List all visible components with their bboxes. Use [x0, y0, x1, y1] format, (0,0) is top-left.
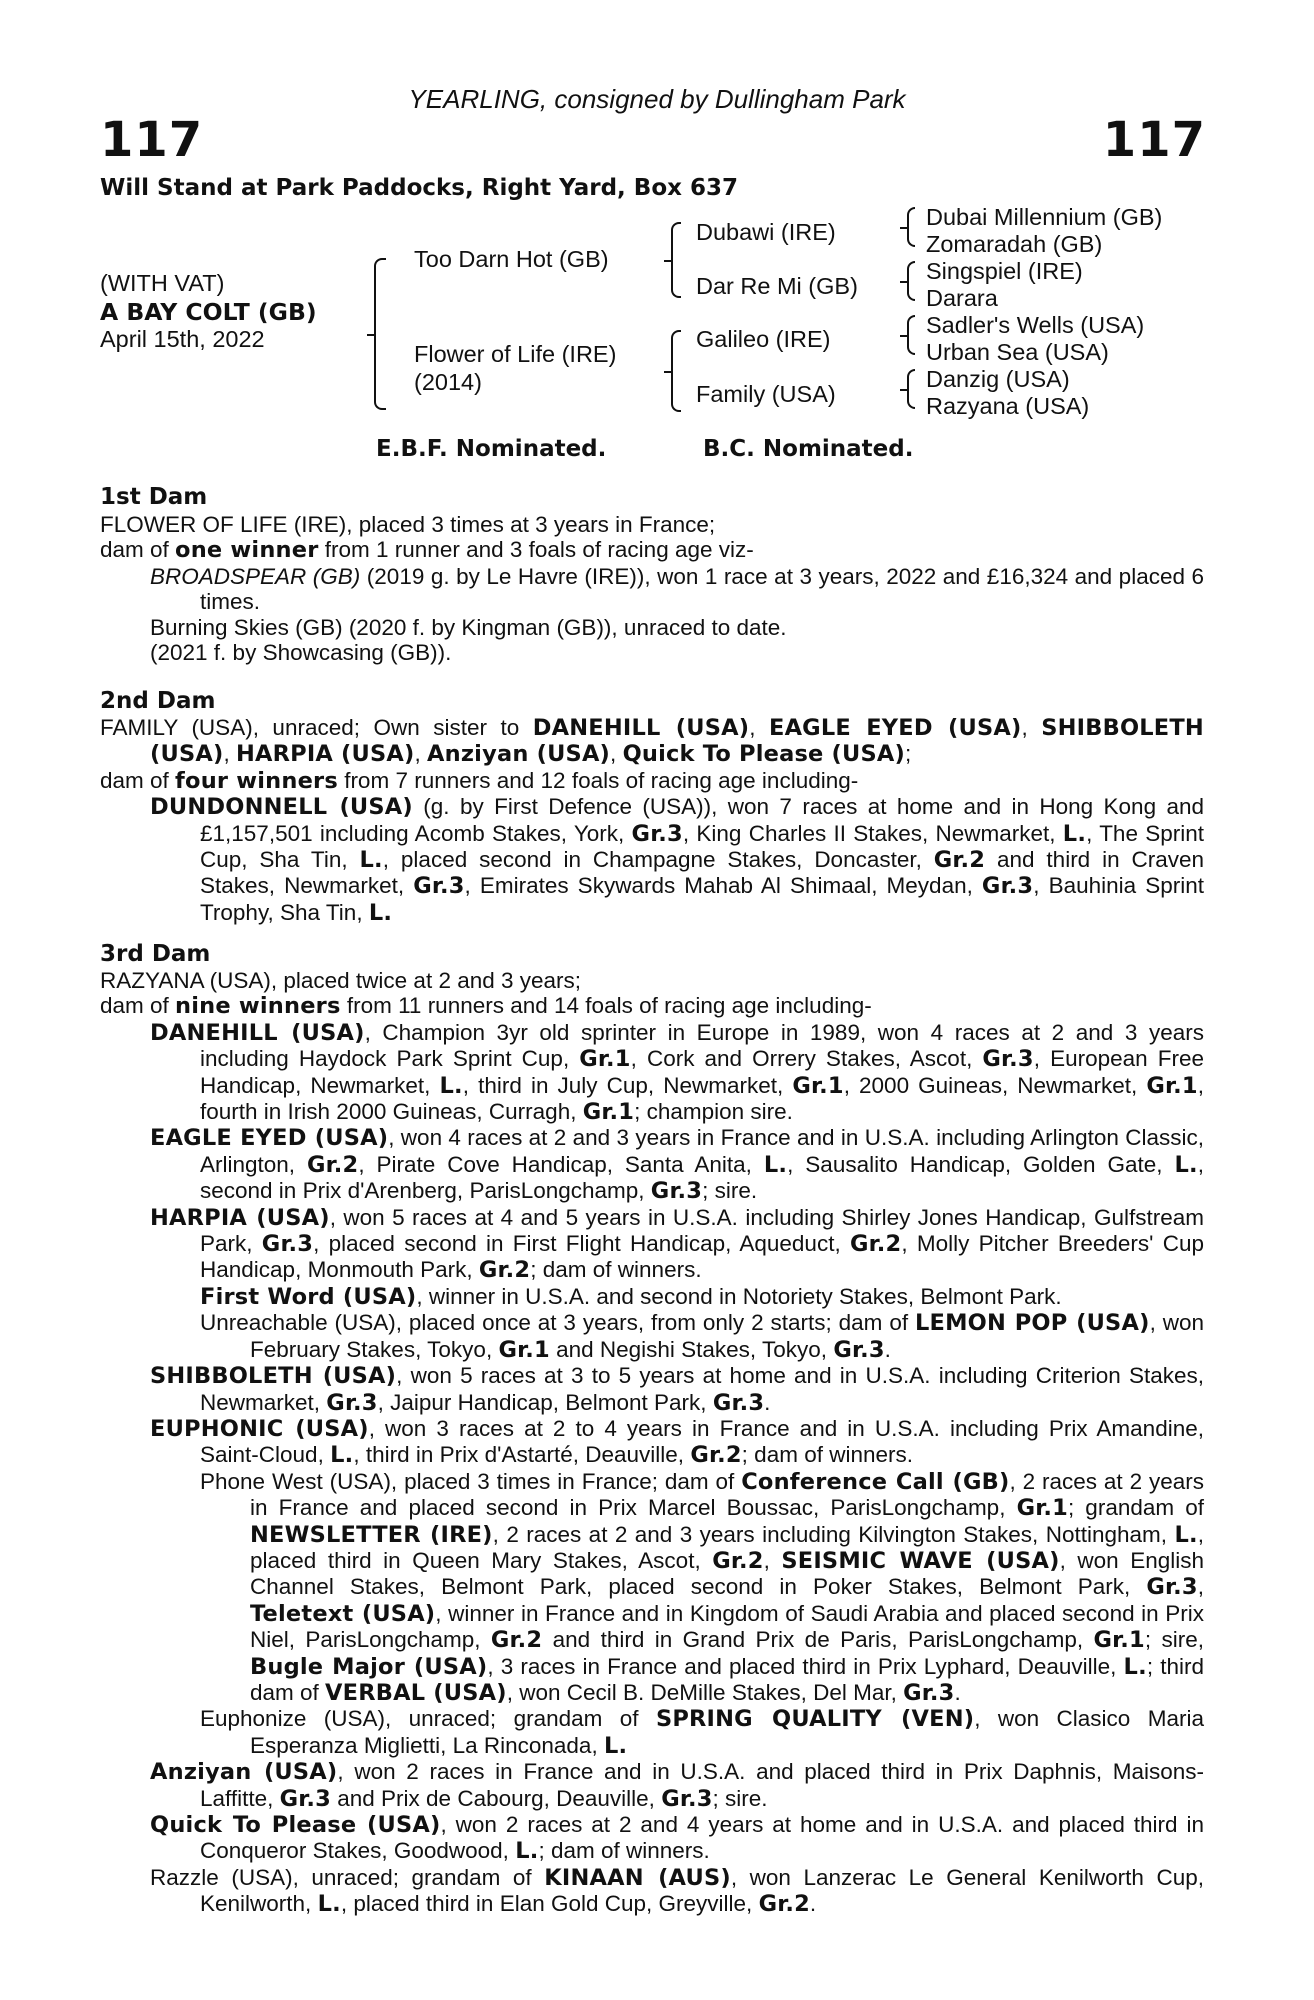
pedigree-brace-2a	[671, 222, 681, 298]
text-segment: ; sire.	[702, 1178, 758, 1204]
text-segment: ; sire,	[1144, 1627, 1204, 1653]
text-segment: SEISMIC WAVE (USA)	[781, 1547, 1060, 1574]
text-segment: , 2 races at 2 years in France and placed second in Prix Marcel Boussac, ParisLongchamp,	[250, 1468, 1204, 1521]
text-segment: Gr.2	[712, 1547, 764, 1574]
text-segment: , won 2 races at 2 and 4 years at home and in U.S.A. and placed third in Conqueror Stakes, Goodwood,	[200, 1812, 1204, 1864]
text-segment: Gr.3	[1146, 1574, 1198, 1601]
pedigree-brace-1	[374, 258, 386, 410]
ggp-2: Zomaradah (GB)	[926, 231, 1103, 257]
text-segment: Gr.3	[982, 1046, 1034, 1073]
text-segment: L.	[1174, 1521, 1198, 1548]
text-segment: ; dam of winners.	[530, 1257, 702, 1283]
produce-shibboleth	[100, 1363, 1204, 1416]
produce-quick-to-please	[100, 1812, 1204, 1865]
text-segment: Unreachable (USA), placed once at 3 years, from only 2 starts; dam of	[200, 1310, 915, 1336]
dam-dam: Family (USA)	[696, 381, 836, 407]
text-segment: Phone West (USA), placed 3 times in France; dam of	[200, 1468, 742, 1494]
text-segment: , won Cecil B. DeMille Stakes, Del Mar,	[506, 1679, 904, 1705]
produce-eagle-eyed	[100, 1125, 1204, 1204]
text-segment: , winner in U.S.A. and second in Notoriety Stakes, Belmont Park.	[416, 1283, 1062, 1309]
text-segment: ; third dam of	[250, 1653, 1204, 1705]
text-segment: EAGLE EYED (USA)	[150, 1125, 389, 1152]
text-segment: Gr.3	[833, 1336, 885, 1363]
sire: Too Darn Hot (GB)	[414, 246, 609, 272]
text-segment: Gr.2	[306, 1151, 359, 1178]
produce-burning-skies: Burning Skies (GB) (2020 f. by Kingman (GB)), unraced to date.	[150, 614, 787, 640]
third-dam-produce-summary: dam of nine winners from 11 runners and 14 foals of racing age including-	[100, 993, 872, 1020]
text-segment: Gr.3	[279, 1785, 331, 1812]
sire-dam: Dar Re Mi (GB)	[696, 273, 858, 299]
text-segment: Gr.3	[326, 1389, 378, 1416]
text-segment: ; dam of winners.	[538, 1838, 710, 1864]
text-segment: L.	[317, 1891, 341, 1918]
text-segment: ,	[1197, 1574, 1204, 1600]
pedigree-brace-3b	[907, 261, 915, 301]
text-segment: ; dam of winners.	[741, 1442, 913, 1468]
dam-year: (2014)	[414, 369, 482, 395]
text-segment: , Champion 3yr old sprinter in Europe in 1989, won 4 races at 2 and 3 years including Haydock Park Sprint Cup,	[200, 1019, 1204, 1072]
text-segment: VERBAL (USA)	[325, 1679, 507, 1706]
text-segment: ; champion sire.	[634, 1099, 793, 1125]
text-segment: Gr.2	[490, 1627, 543, 1654]
third-dam-line: RAZYANA (USA), placed twice at 2 and 3 years;	[100, 968, 582, 993]
text-segment: , won 2 races in France and in U.S.A. and placed third in Prix Daphnis, Maisons-Laffitte,	[200, 1759, 1205, 1811]
dam-sire: Galileo (IRE)	[696, 326, 831, 352]
text-segment: .	[764, 1389, 771, 1415]
text-segment: L.	[439, 1072, 463, 1099]
text-segment: , won Clasico Maria Esperanza Miglietti, La Rinconada,	[250, 1706, 1204, 1758]
text-segment: Gr.3	[903, 1679, 955, 1706]
bc-nomination: B.C. Nominated.	[703, 436, 914, 462]
text-segment: , won 4 races at 2 and 3 years in France and in U.S.A. including Arlington Classic, Arlington,	[200, 1125, 1204, 1177]
text-segment: Gr.1	[1016, 1495, 1068, 1522]
text-segment: Gr.1	[579, 1046, 631, 1073]
text-segment: Gr.1	[1146, 1072, 1198, 1099]
text-segment: Gr.2	[478, 1257, 531, 1284]
text-segment: L.	[763, 1151, 788, 1178]
text-segment: , 2000 Guineas, Newmarket,	[843, 1072, 1147, 1098]
produce-euphonic	[100, 1416, 1204, 1469]
ggp-5: Sadler's Wells (USA)	[926, 312, 1145, 338]
second-dam-line: FAMILY (USA), unraced; Own sister to DANEHILL (USA), EAGLE EYED (USA), SHIBBOLETH (USA), HARPIA (USA), Anziyan (USA), Quick To Please (USA);	[100, 715, 1204, 768]
produce-euphonize	[100, 1706, 1204, 1759]
third-dam-section	[100, 968, 1204, 1918]
produce-razzle	[100, 1865, 1204, 1918]
text-segment: SHIBBOLETH (USA)	[150, 1363, 397, 1390]
ggp-1: Dubai Millennium (GB)	[926, 204, 1163, 230]
text-segment: , Jaipur Handicap, Belmont Park,	[377, 1389, 713, 1415]
text-segment: First Word (USA)	[200, 1283, 417, 1310]
produce-dundonnell: DUNDONNELL (USA) (g. by First Defence (USA)), won 7 races at home and in Hong Kong and £1,157,501 including Acomb Stakes, York, Gr.3, King Charles II Stakes, Newmarket, L., The Sprint Cup, Sha Tin, L., placed second in Champagne Stakes, Doncaster, Gr.2 and third in Craven Stakes, Newmarket, Gr.3, Emirates Skywards Mahab Al Shimaal, Meydan, Gr.3, Bauhinia Sprint Trophy, Sha Tin, L.	[150, 794, 1205, 926]
text-segment: Gr.3	[712, 1389, 765, 1416]
sire-sire: Dubawi (IRE)	[696, 219, 836, 245]
text-segment: , 2 races at 2 and 3 years including Kilvington Stakes, Nottingham,	[492, 1521, 1175, 1547]
text-segment: L.	[330, 1442, 354, 1469]
text-segment: , Sausalito Handicap, Golden Gate,	[787, 1151, 1175, 1177]
pedigree-brace-3c	[907, 315, 915, 355]
text-segment: ; sire.	[712, 1785, 768, 1811]
text-segment: Gr.2	[758, 1891, 810, 1918]
text-segment: , second in Prix d'Arenberg, ParisLongchamp,	[200, 1151, 1204, 1204]
text-segment: Gr.1	[792, 1072, 844, 1099]
text-segment: ; grandam of	[1067, 1495, 1204, 1521]
produce-harpia	[100, 1205, 1204, 1284]
text-segment: HARPIA (USA)	[150, 1204, 330, 1231]
text-segment: NEWSLETTER (IRE)	[250, 1521, 493, 1548]
text-segment: KINAAN (AUS)	[544, 1864, 731, 1891]
produce-broadspear: BROADSPEAR (GB) (2019 g. by Le Havre (IRE)), won 1 race at 3 years, 2022 and £16,324 and placed 6 times.	[150, 563, 1204, 615]
text-segment: , winner in France and in Kingdom of Saudi Arabia and placed second in Prix Niel, ParisLongchamp,	[250, 1600, 1204, 1653]
text-segment: and Prix de Cabourg, Deauville,	[331, 1785, 662, 1811]
text-segment: and third in Grand Prix de Paris, ParisLongchamp,	[542, 1627, 1094, 1653]
foaling-date: April 15th, 2022	[100, 326, 265, 352]
produce-anziyan	[100, 1759, 1204, 1812]
text-segment: DANEHILL (USA)	[150, 1019, 365, 1046]
text-segment: Conference Call (GB)	[741, 1468, 1010, 1495]
text-segment: , won February Stakes, Tokyo,	[250, 1310, 1204, 1362]
text-segment: , 3 races in France and placed third in Prix Lyphard, Deauville,	[487, 1653, 1124, 1679]
text-segment: L.	[515, 1838, 539, 1865]
text-segment: , placed second in First Flight Handicap, Aqueduct,	[313, 1231, 850, 1257]
text-segment: .	[809, 1891, 817, 1917]
text-segment: .	[884, 1336, 891, 1362]
text-segment: Razzle (USA), unraced; grandam of	[150, 1864, 545, 1890]
text-segment: , placed third in Elan Gold Cup, Greyville,	[340, 1891, 759, 1917]
third-dam-heading: 3rd Dam	[100, 941, 211, 967]
text-segment: LEMON POP (USA)	[914, 1310, 1150, 1337]
text-segment: Gr.3	[661, 1785, 713, 1812]
first-dam-line: FLOWER OF LIFE (IRE), placed 3 times at 3 years in France;	[100, 512, 716, 537]
produce-danehill	[100, 1020, 1204, 1126]
second-dam-heading: 2nd Dam	[100, 688, 216, 714]
text-segment: ,	[763, 1547, 782, 1573]
first-dam-section	[100, 512, 1204, 665]
produce-2021-filly: (2021 f. by Showcasing (GB)).	[150, 640, 452, 666]
ggp-7: Danzig (USA)	[926, 366, 1070, 392]
ggp-6: Urban Sea (USA)	[926, 339, 1109, 365]
text-segment: Gr.3	[261, 1231, 314, 1258]
text-segment: Gr.1	[498, 1336, 550, 1363]
text-segment: L.	[1174, 1151, 1198, 1178]
text-segment: Anziyan (USA)	[150, 1759, 338, 1786]
pedigree-brace-3d	[907, 369, 915, 409]
text-segment: Gr.3	[650, 1178, 703, 1205]
text-segment: SPRING QUALITY (VEN)	[655, 1706, 975, 1733]
text-segment: Teletext (USA)	[250, 1600, 436, 1627]
text-segment: , Cork and Orrery Stakes, Ascot,	[630, 1046, 983, 1072]
ggp-8: Razyana (USA)	[926, 393, 1090, 419]
text-segment: Gr.1	[582, 1099, 635, 1126]
lot-number-left: 117	[100, 112, 204, 168]
lot-number-right: 117	[1102, 112, 1206, 168]
text-segment: EUPHONIC (USA)	[150, 1415, 369, 1442]
text-segment: L.	[603, 1732, 628, 1759]
text-segment: , Pirate Cove Handicap, Santa Anita,	[358, 1151, 764, 1177]
dam: Flower of Life (IRE)	[414, 341, 617, 367]
text-segment: L.	[1123, 1653, 1147, 1680]
first-dam-produce-summary: dam of one winner from 1 runner and 3 foals of racing age viz-	[100, 537, 754, 564]
text-segment: , third in Prix d'Astarté, Deauville,	[353, 1442, 691, 1468]
text-segment: , placed third in Queen Mary Stakes, Ascot,	[250, 1521, 1204, 1573]
ggp-4: Darara	[926, 285, 998, 311]
second-dam-produce-summary: dam of four winners from 7 runners and 12 foals of racing age including-	[100, 767, 859, 794]
text-segment: , won 5 races at 3 to 5 years at home and in U.S.A. including Criterion Stakes, Newmarket,	[200, 1363, 1204, 1415]
vat-note: (WITH VAT)	[100, 270, 225, 296]
text-segment: and Negishi Stakes, Tokyo,	[549, 1336, 834, 1362]
text-segment: Euphonize (USA), unraced; grandam of	[200, 1706, 656, 1732]
text-segment: , Molly Pitcher Breeders' Cup Handicap, Monmouth Park,	[200, 1231, 1204, 1283]
text-segment: , won Lanzerac Le General Kenilworth Cup, Kenilworth,	[200, 1864, 1204, 1917]
text-segment: Gr.2	[690, 1442, 742, 1469]
produce-first-word	[100, 1284, 1204, 1310]
pedigree-brace-3a	[907, 207, 915, 247]
text-segment: , won 3 races at 2 to 4 years in France and in U.S.A. including Prix Amandine, Saint-Cloud,	[200, 1415, 1204, 1468]
horse-name: A BAY COLT (GB)	[100, 298, 317, 326]
ebf-nomination: E.B.F. Nominated.	[376, 436, 607, 462]
text-segment: , won 5 races at 4 and 5 years in U.S.A. including Shirley Jones Handicap, Gulfstream Park,	[200, 1204, 1204, 1257]
text-segment: Gr.2	[849, 1231, 902, 1258]
text-segment: .	[954, 1679, 961, 1705]
produce-phone-west	[100, 1469, 1204, 1707]
text-segment: , third in July Cup, Newmarket,	[462, 1072, 793, 1098]
text-segment: , European Free Handicap, Newmarket,	[200, 1046, 1204, 1098]
text-segment: Bugle Major (USA)	[250, 1653, 488, 1680]
text-segment: , won English Channel Stakes, Belmont Park, placed second in Poker Stakes, Belmont Park,	[250, 1547, 1204, 1600]
pedigree-brace-2b	[671, 330, 681, 412]
text-segment: , fourth in Irish 2000 Guineas, Curragh,	[200, 1072, 1205, 1125]
produce-unreachable	[100, 1310, 1204, 1363]
ggp-3: Singspiel (IRE)	[926, 258, 1083, 284]
text-segment: Gr.1	[1093, 1627, 1145, 1654]
consignor-line: YEARLING, consigned by Dullingham Park	[408, 84, 906, 114]
text-segment: Quick To Please (USA)	[150, 1812, 441, 1838]
stable-location: Will Stand at Park Paddocks, Right Yard, Box 637	[100, 175, 738, 201]
second-dam-section	[100, 715, 1204, 926]
first-dam-heading: 1st Dam	[100, 484, 208, 510]
